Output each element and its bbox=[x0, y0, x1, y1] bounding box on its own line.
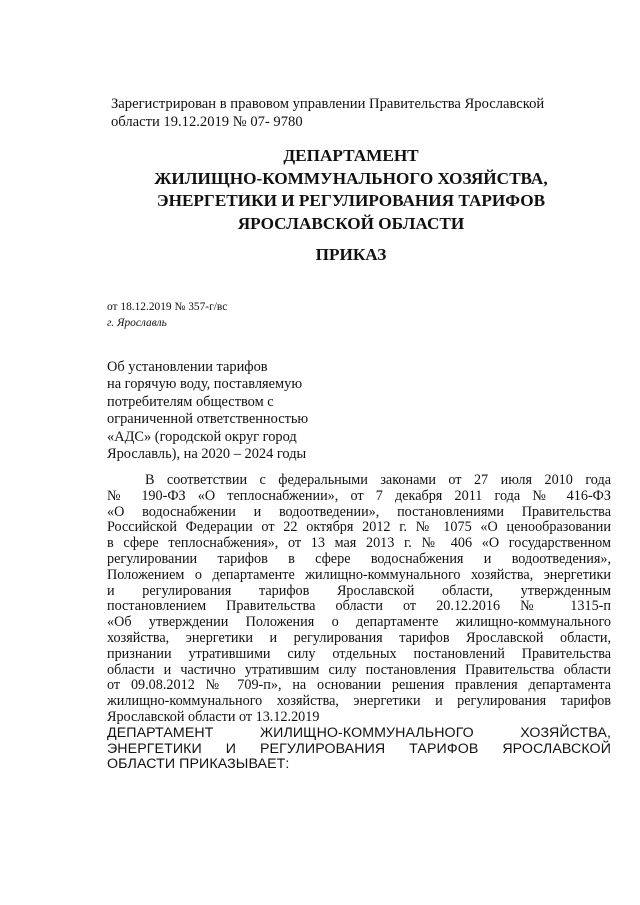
header-line: ДЕПАРТАМЕНТ bbox=[283, 146, 419, 165]
subject-line: Об установлении тарифов bbox=[107, 359, 268, 375]
body-line: № 190-ФЗ «О теплоснабжении», от 7 декабря 2011 года № 416-ФЗ bbox=[107, 487, 611, 504]
document-subject bbox=[107, 359, 308, 463]
subject-line: Ярославль), на 2020 – 2024 годы bbox=[107, 446, 307, 463]
body-line: области и частично утратившим силу постановления Правительства области bbox=[107, 661, 611, 678]
header-line: ЭНЕРГЕТИКИ И РЕГУЛИРОВАНИЯ ТАРИФОВ bbox=[156, 191, 546, 210]
header-line: ЯРОСЛАВСКОЙ ОБЛАСТИ bbox=[237, 213, 465, 233]
registration-line: Зарегистрирован в правовом управлении Правительства Ярославской bbox=[111, 96, 545, 112]
header-line: ЖИЛИЩНО-КОММУНАЛЬНОГО ХОЗЯЙСТВА, bbox=[154, 168, 548, 188]
document-meta bbox=[107, 300, 227, 331]
body-line: признании утратившими силу отдельных постановлений Правительства bbox=[107, 645, 611, 662]
registration-line: области 19.12.2019 № 07- 9780 bbox=[111, 113, 303, 130]
body-line: «Об утверждении Положения о департаменте жилищно-коммунального bbox=[107, 614, 611, 631]
document-type-title: ПРИКАЗ bbox=[315, 245, 387, 264]
body-line: «О водоснабжении и водоотведении», постановлениями Правительства bbox=[107, 503, 611, 520]
document-body bbox=[107, 473, 611, 773]
order-caps-line: ЭНЕРГЕТИКИ И РЕГУЛИРОВАНИЯ ТАРИФОВ ЯРОСЛАВСКОЙ bbox=[107, 740, 611, 757]
order-caps-line: ОБЛАСТИ ПРИКАЗЫВАЕТ: bbox=[107, 756, 290, 773]
body-line: от 09.08.2012 № 709-п», на основании решения правления департамента bbox=[107, 677, 611, 694]
body-line: хозяйства, энергетики и регулирования тарифов Ярославской области, bbox=[107, 629, 611, 646]
department-header bbox=[111, 145, 591, 235]
body-line: Ярославской области от 13.12.2019 bbox=[107, 708, 320, 725]
body-line: Российской Федерации от 22 октября 2012 г. № 1075 «О ценообразовании bbox=[107, 519, 611, 536]
subject-line: «АДС» (городской округ город bbox=[107, 428, 297, 445]
date-number: от 18.12.2019 № 357-г/вс bbox=[107, 301, 228, 313]
body-line: жилищно-коммунального хозяйства, энергетики и регулирования тарифов bbox=[107, 693, 611, 710]
registration-note bbox=[111, 96, 611, 131]
subject-line: потребителям обществом с bbox=[107, 393, 274, 410]
body-line: в сфере теплоснабжения», от 13 мая 2013 г. № 406 «О государственном bbox=[107, 535, 611, 552]
subject-line: ограниченной ответственностью bbox=[107, 411, 309, 428]
body-line: В соответствии с федеральными законами от 27 июля 2010 года bbox=[145, 472, 611, 488]
body-line: регулировании тарифов в сфере водоснабжения и водоотведения», bbox=[107, 550, 611, 567]
body-line: Положением о департаменте жилищно-коммунального хозяйства, энергетики bbox=[107, 566, 611, 583]
body-line: постановлением Правительства области от 20.12.2016 № 1315-п bbox=[107, 598, 611, 615]
body-line: и регулирования тарифов Ярославской области, утвержденным bbox=[107, 582, 611, 599]
city: г. Ярославль bbox=[107, 316, 167, 329]
subject-line: на горячую воду, поставляемую bbox=[107, 376, 303, 393]
order-caps-line: ДЕПАРТАМЕНТ ЖИЛИЩНО-КОММУНАЛЬНОГО ХОЗЯЙСТВА, bbox=[107, 724, 611, 741]
